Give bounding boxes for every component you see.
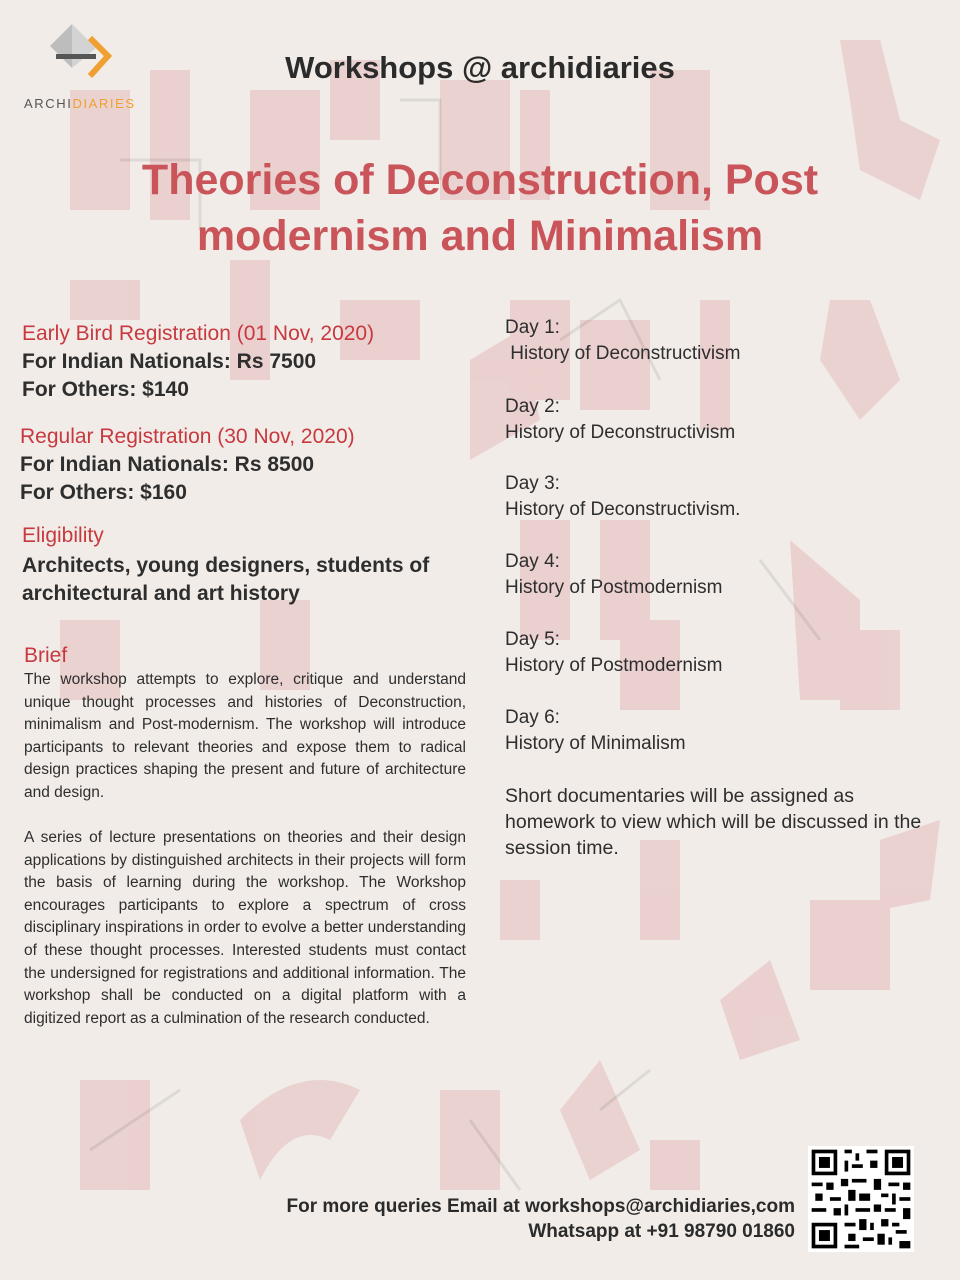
day-topic: History of Deconstructivism xyxy=(505,343,741,364)
brief-paragraph-2: A series of lecture presentations on theories and their design applications by distinguished architects in their projects will form the basis of learning during the workshop. The Workshop encourages participants to explore a spectrum of cross disciplinary inspirations in order to evolve a better understanding of these thought processes. Interested students must contact the undersigned for registrations and additional information. The workshop shall be conducted on a digital platform with a digitized report as a culmination of the research conducted. xyxy=(24,829,466,1027)
documentaries-note: Short documentaries will be assigned as homework to view which will be discussed in the session time. xyxy=(505,785,922,859)
eligibility-label: Eligibility xyxy=(22,524,104,547)
schedule-day-1 xyxy=(505,315,925,367)
day-label: Day 6: xyxy=(505,707,560,728)
logo-text-part2: DIARIES xyxy=(72,96,136,111)
early-bird-others-fee: For Others: $140 xyxy=(22,378,189,401)
workshops-heading: Workshops @ archidiaries xyxy=(285,50,675,85)
schedule-day-2 xyxy=(505,394,925,446)
schedule-day-6 xyxy=(505,705,925,757)
day-topic: History of Postmodernism xyxy=(505,655,723,676)
day-topic: History of Deconstructivism xyxy=(505,422,736,443)
logo-wordmark xyxy=(24,96,136,111)
email-contact[interactable]: For more queries Email at workshops@archidiaries,com xyxy=(286,1196,795,1217)
day-label: Day 3: xyxy=(505,473,560,494)
day-topic: History of Postmodernism xyxy=(505,577,723,598)
schedule-day-3 xyxy=(505,471,925,523)
eligibility-text: Architects, young designers, students of architectural and art history xyxy=(22,554,430,605)
day-topic: History of Minimalism xyxy=(505,733,686,754)
regular-label: Regular Registration (30 Nov, 2020) xyxy=(20,425,355,448)
title-line-1: Theories of Deconstruction, Post xyxy=(141,156,819,204)
early-bird-label: Early Bird Registration (01 Nov, 2020) xyxy=(22,322,375,345)
day-label: Day 5: xyxy=(505,629,560,650)
day-label: Day 2: xyxy=(505,396,560,417)
brief-paragraph-1: The workshop attempts to explore, critique and understand unique thought processes and histories of Deconstruction, minimalism and Post-modernism. The workshop will introduce participants to relevant theories and expose them to radical design practices shaping the present and future of architecture and design. xyxy=(24,671,466,801)
day-topic: History of Deconstructivism. xyxy=(505,499,741,520)
day-label: Day 1: xyxy=(505,317,560,338)
qr-code-icon[interactable] xyxy=(808,1146,914,1252)
logo-text-part1: ARCHI xyxy=(24,96,73,111)
whatsapp-contact[interactable]: Whatsapp at +91 98790 01860 xyxy=(528,1221,795,1242)
brief-label: Brief xyxy=(24,644,68,667)
early-bird-indian-fee: For Indian Nationals: Rs 7500 xyxy=(22,350,317,373)
regular-indian-fee: For Indian Nationals: Rs 8500 xyxy=(20,453,315,476)
schedule-day-4 xyxy=(505,549,925,601)
title-line-2: modernism and Minimalism xyxy=(196,212,764,260)
page-title xyxy=(80,152,880,264)
day-label: Day 4: xyxy=(505,551,560,572)
regular-others-fee: For Others: $160 xyxy=(20,481,187,504)
schedule-day-5 xyxy=(505,627,925,679)
